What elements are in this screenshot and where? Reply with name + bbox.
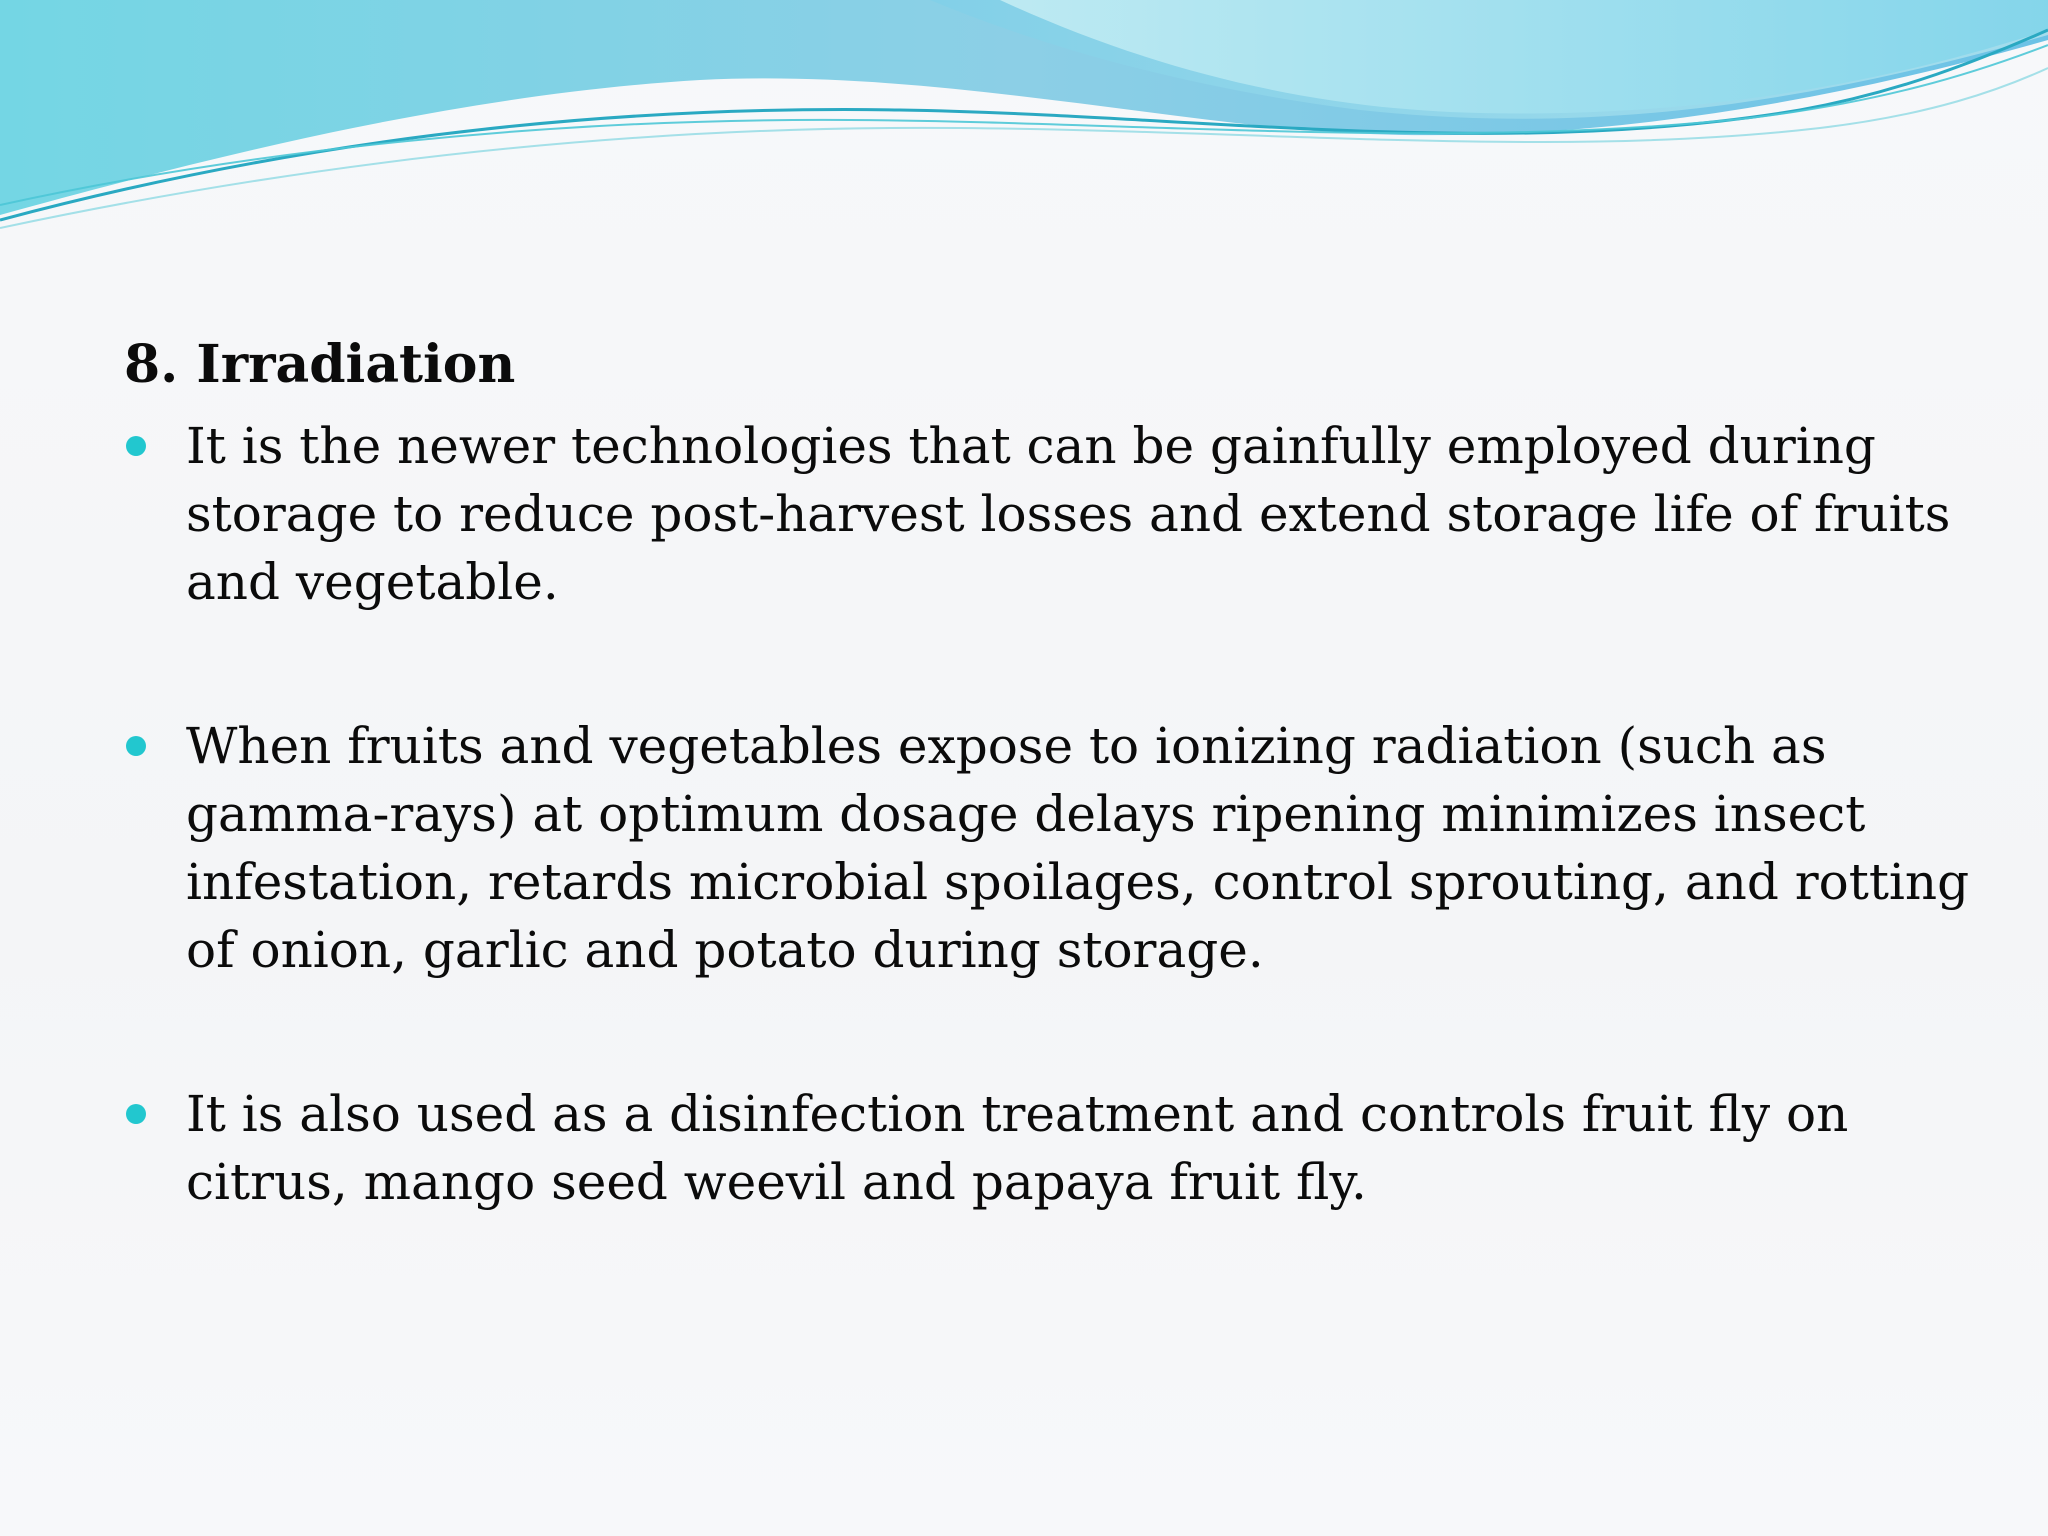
slide-heading: 8. Irradiation xyxy=(124,334,516,395)
bullet-dot-icon xyxy=(126,436,146,456)
bullet-text: It is also used as a disinfection treatment and controls fruit fly on citrus, mango seed weevil and papaya fruit fly. xyxy=(186,1085,1849,1211)
bullet-dot-icon xyxy=(126,1104,146,1124)
bullet-item xyxy=(124,412,2006,616)
bullet-item xyxy=(124,1080,2006,1216)
bullet-list xyxy=(124,412,1970,1216)
bullet-text: When fruits and vegetables expose to ionizing radiation (such as gamma-rays) at optimum dosage delays ripening minimizes insect infestation, retards microbial spoilages, control sprouting, and rotting of onion, garlic and potato during storage. xyxy=(186,717,1970,979)
header-wave-decoration xyxy=(0,0,2048,260)
bullet-item xyxy=(124,712,2006,984)
bullet-text: It is the newer technologies that can be gainfully employed during storage to reduce post-harvest losses and extend storage life of fruits and vegetable. xyxy=(186,417,1951,611)
bullet-dot-icon xyxy=(126,736,146,756)
slide-content xyxy=(124,330,1970,1312)
